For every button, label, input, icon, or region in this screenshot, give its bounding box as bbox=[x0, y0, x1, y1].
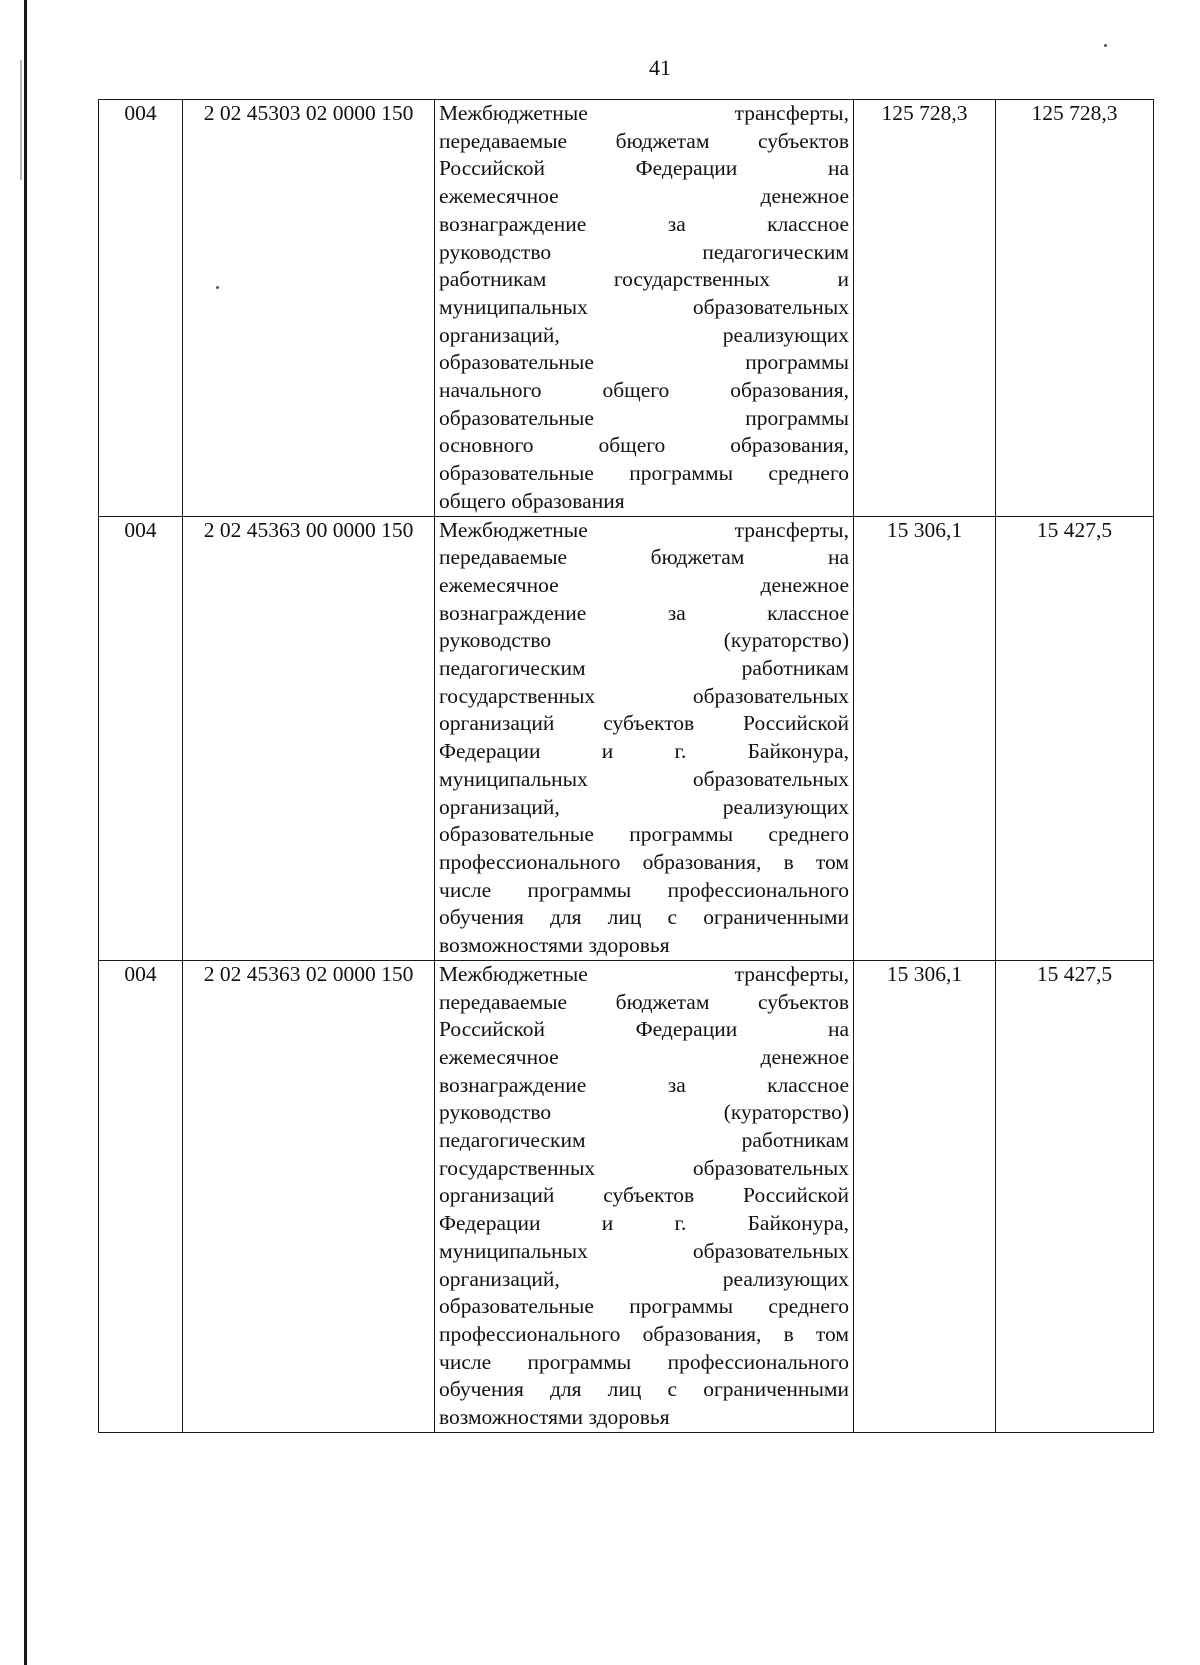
table-row bbox=[99, 960, 1154, 1432]
scan-speck bbox=[1104, 44, 1107, 47]
revenue-name-line: образовательные программы среднего bbox=[439, 461, 849, 486]
revenue-name-line: муниципальных образовательных bbox=[439, 1238, 849, 1263]
table-row bbox=[99, 516, 1154, 960]
revenue-name-line: Межбюджетные трансферты, bbox=[439, 101, 849, 125]
revenue-name-line: Федерации и г. Байконура, bbox=[439, 1211, 849, 1236]
revenue-name-line: организаций, реализующих bbox=[439, 322, 849, 347]
revenue-name-line: вознаграждение за классное bbox=[439, 600, 849, 625]
revenue-name-line: государственных образовательных bbox=[439, 1155, 849, 1180]
revenue-name-line: вознаграждение за классное bbox=[439, 211, 849, 236]
scan-binding-edge bbox=[24, 0, 27, 1665]
revenue-name-line: работникам государственных и bbox=[439, 267, 849, 292]
revenue-name-line: образовательные программы bbox=[439, 405, 849, 430]
amount-year1-cell: 125 728,3 bbox=[854, 100, 996, 517]
budget-table bbox=[98, 99, 1154, 1433]
revenue-name-line: числе программы профессионального bbox=[439, 1349, 849, 1374]
amount-year1-cell: 15 306,1 bbox=[854, 960, 996, 1432]
revenue-name-line: обучения для лиц с ограниченными bbox=[439, 1377, 849, 1402]
revenue-name-line: общего образования bbox=[439, 488, 625, 513]
revenue-name-line: педагогическим работникам bbox=[439, 1128, 849, 1153]
revenue-name-line: Межбюджетные трансферты, bbox=[439, 961, 849, 986]
revenue-name-line: организаций субъектов Российской bbox=[439, 711, 849, 736]
revenue-name-line: профессионального образования, в том bbox=[439, 1321, 849, 1346]
revenue-name-line: вознаграждение за классное bbox=[439, 1072, 849, 1097]
revenue-name-line: образовательные программы среднего bbox=[439, 1294, 849, 1319]
revenue-name-line: ежемесячное денежное bbox=[439, 572, 849, 597]
revenue-name-line: организаций субъектов Российской bbox=[439, 1183, 849, 1208]
revenue-name-line: Федерации и г. Байконура, bbox=[439, 739, 849, 764]
revenue-name-line: ежемесячное денежное bbox=[439, 184, 849, 209]
revenue-name-line: организаций, реализующих bbox=[439, 794, 849, 819]
budget-code-cell: 2 02 45363 02 0000 150 bbox=[183, 960, 435, 1432]
revenue-name-line: возможностями здоровья bbox=[439, 933, 670, 958]
admin-code-cell: 004 bbox=[99, 960, 183, 1432]
revenue-name-cell bbox=[435, 516, 854, 960]
revenue-name-line: руководство педагогическим bbox=[439, 239, 849, 264]
amount-year2-cell: 15 427,5 bbox=[996, 516, 1154, 960]
revenue-name-line: основного общего образования, bbox=[439, 433, 849, 458]
revenue-name-line: руководство (кураторство) bbox=[439, 628, 849, 653]
revenue-name-line: числе программы профессионального bbox=[439, 877, 849, 902]
revenue-name-line: обучения для лиц с ограниченными bbox=[439, 905, 849, 930]
revenue-name-line: Российской Федерации на bbox=[439, 1017, 849, 1042]
revenue-name-line: передаваемые бюджетам субъектов bbox=[439, 989, 849, 1014]
revenue-name-line: образовательные программы среднего bbox=[439, 822, 849, 847]
revenue-name-cell bbox=[435, 100, 854, 517]
revenue-name-line: организаций, реализующих bbox=[439, 1266, 849, 1291]
amount-year2-cell: 15 427,5 bbox=[996, 960, 1154, 1432]
revenue-name-line: образовательные программы bbox=[439, 350, 849, 375]
revenue-name-line: муниципальных образовательных bbox=[439, 766, 849, 791]
revenue-name-line: возможностями здоровья bbox=[439, 1405, 670, 1430]
admin-code-cell: 004 bbox=[99, 516, 183, 960]
revenue-name-line: педагогическим работникам bbox=[439, 656, 849, 681]
revenue-name-cell bbox=[435, 960, 854, 1432]
revenue-name-line: передаваемые бюджетам субъектов bbox=[439, 128, 849, 153]
revenue-name-line: руководство (кураторство) bbox=[439, 1100, 849, 1125]
amount-year2-cell: 125 728,3 bbox=[996, 100, 1154, 517]
revenue-name-line: профессионального образования, в том bbox=[439, 849, 849, 874]
budget-code-cell: 2 02 45363 00 0000 150 bbox=[183, 516, 435, 960]
amount-year1-cell: 15 306,1 bbox=[854, 516, 996, 960]
budget-table-body bbox=[99, 100, 1154, 1433]
revenue-name-line: ежемесячное денежное bbox=[439, 1044, 849, 1069]
revenue-name-line: муниципальных образовательных bbox=[439, 294, 849, 319]
revenue-name-line: передаваемые бюджетам на bbox=[439, 545, 849, 570]
revenue-name-line: Межбюджетные трансферты, bbox=[439, 517, 849, 542]
table-row bbox=[99, 100, 1154, 517]
page-number: 41 bbox=[649, 55, 671, 80]
revenue-name-line: начального общего образования, bbox=[439, 378, 849, 403]
budget-code-cell: 2 02 45303 02 0000 150 bbox=[183, 100, 435, 517]
revenue-name-line: государственных образовательных bbox=[439, 683, 849, 708]
revenue-name-line: Российской Федерации на bbox=[439, 156, 849, 181]
admin-code-cell: 004 bbox=[99, 100, 183, 517]
